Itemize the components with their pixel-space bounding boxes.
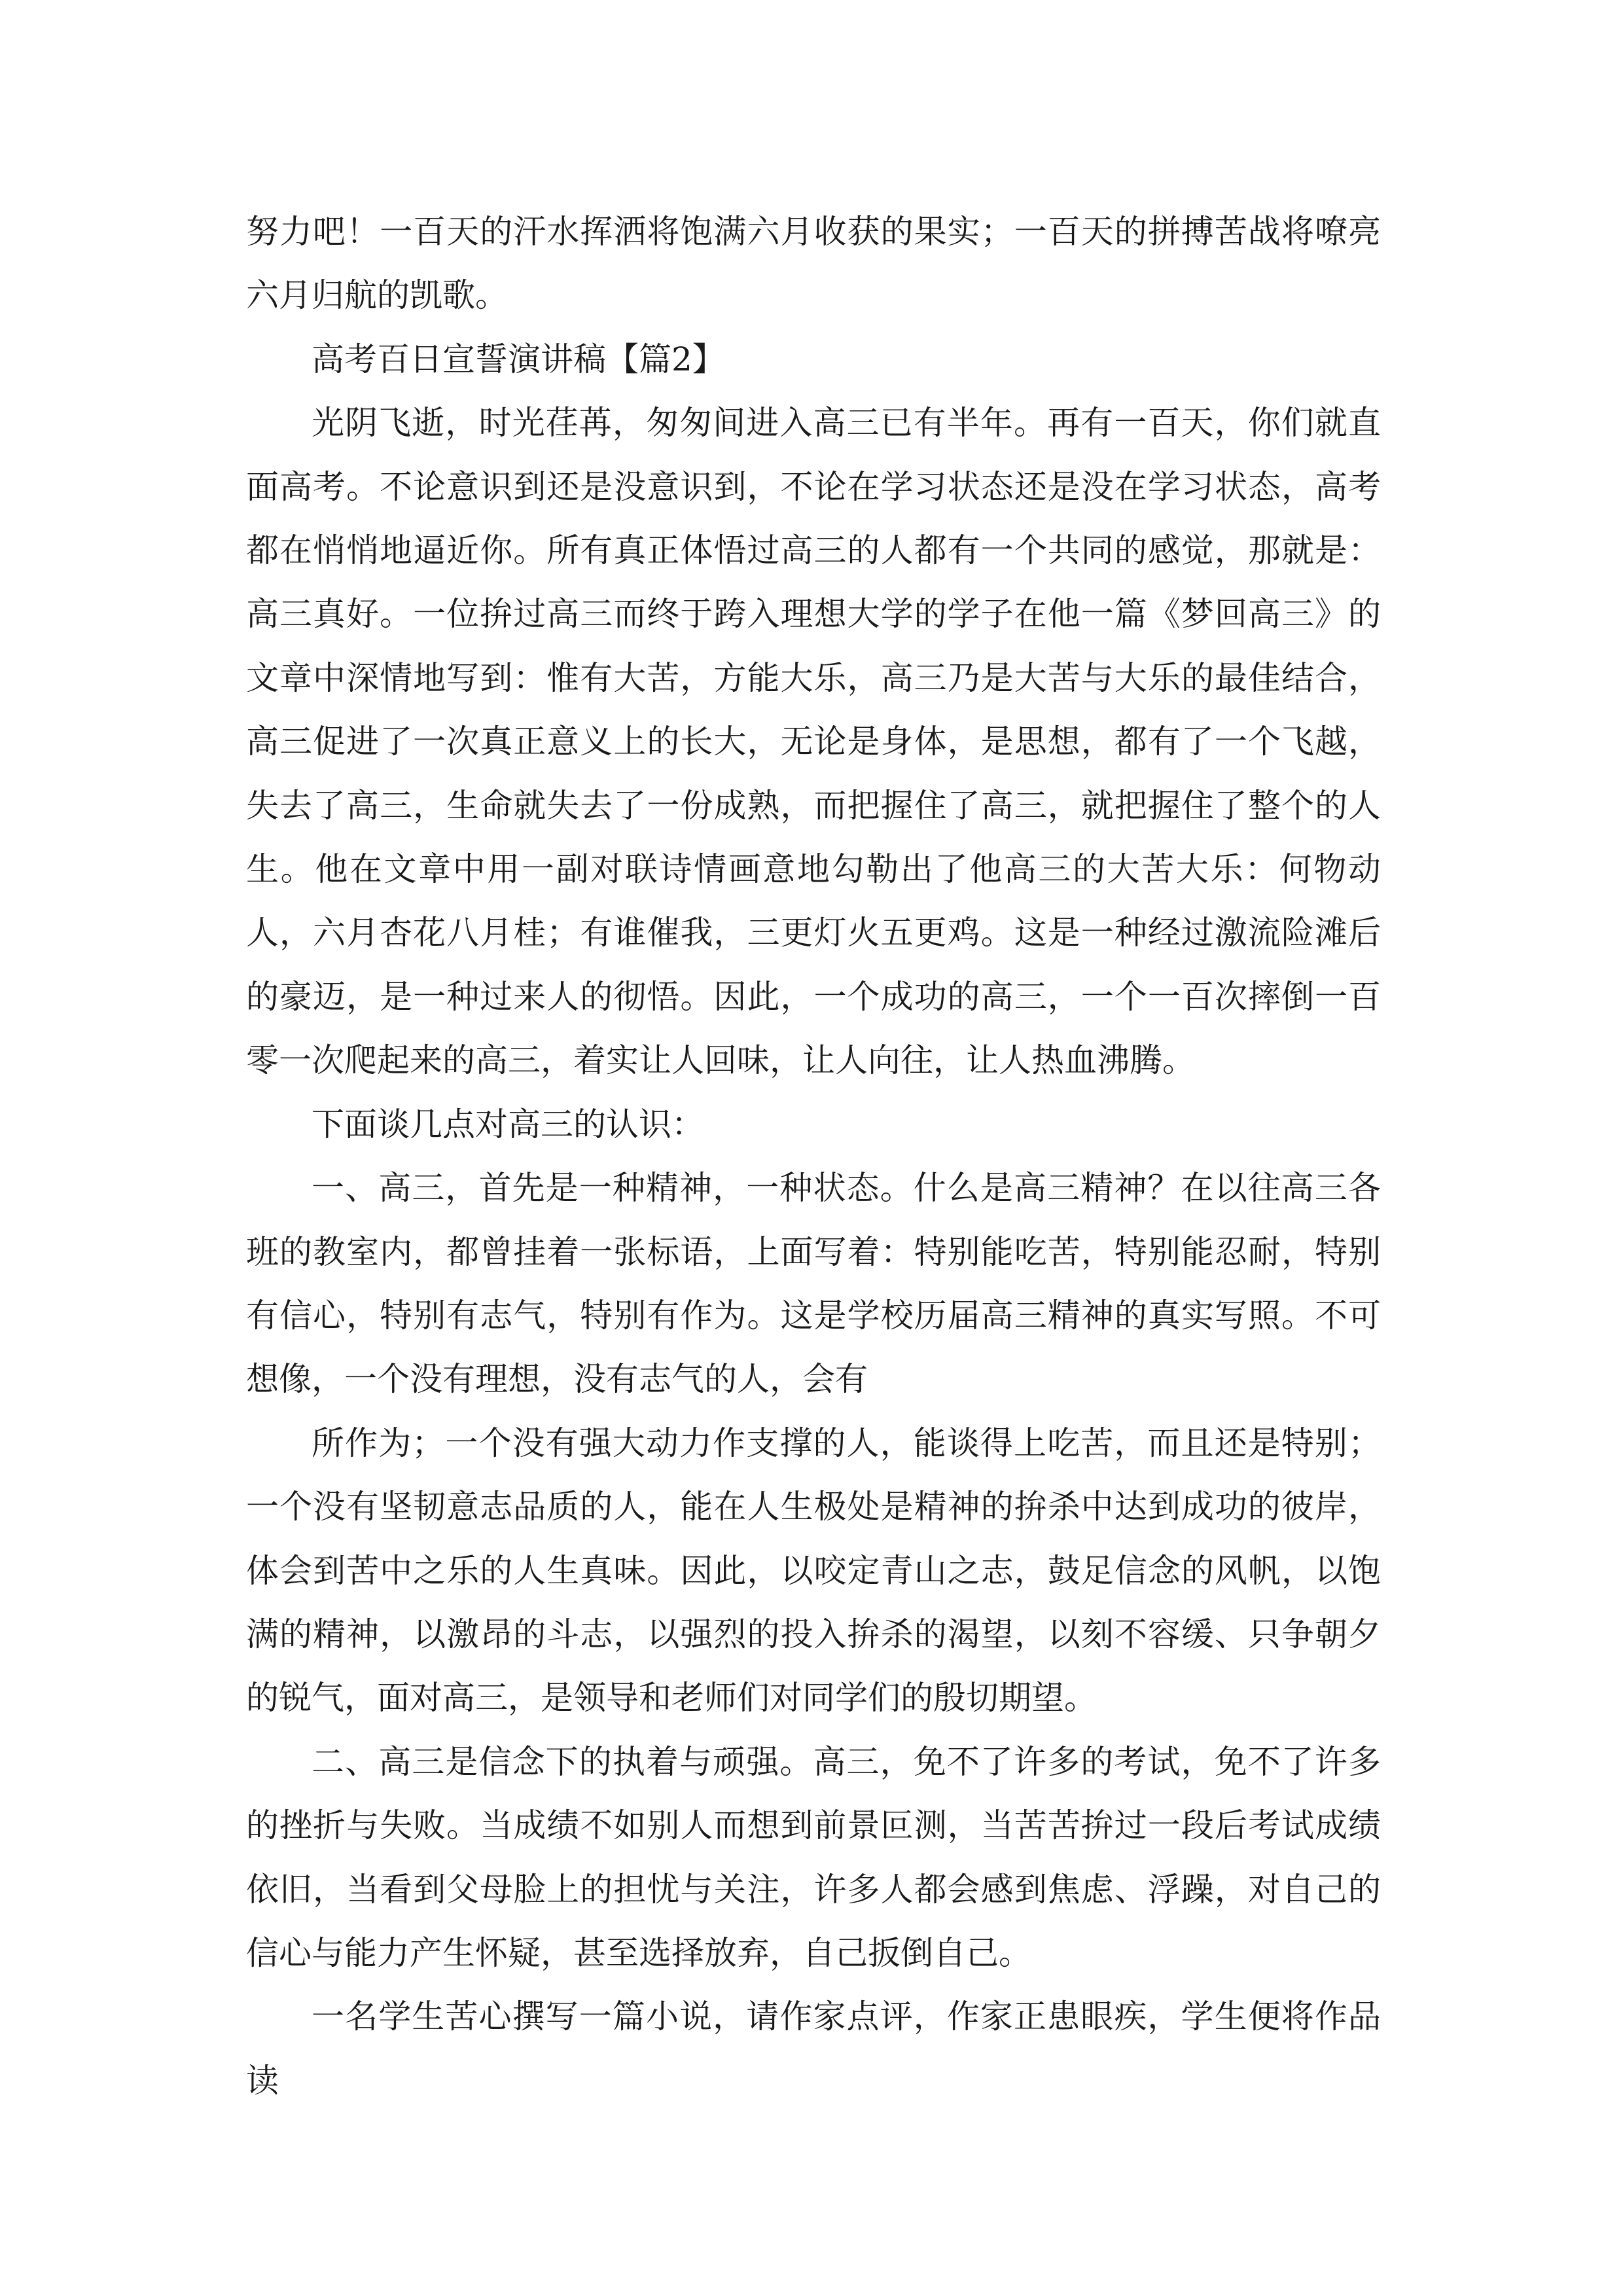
section-heading: 高考百日宣誓演讲稿【篇2】 bbox=[312, 340, 725, 378]
paragraph: 所作为；一个没有强大动力作支撑的人，能谈得上吃苦，而且还是特别；一个没有坚韧意志品质的人，能在人生极处是精神的拚杀中达到成功的彼岸，体会到苦中之乐的人生真味。因此，以咬定青山之志，鼓足信念的风帆，以饱满的精神，以激昂的斗志，以强烈的投入拚杀的渴望，以刻不容缓、只争朝夕的锐气，面对高三，是领导和老师们对同学们的殷切期望。 bbox=[246, 1424, 1381, 1717]
paragraph: 一名学生苦心撰写一篇小说，请作家点评，作家正患眼疾，学生便将作品读 bbox=[246, 1998, 1381, 2100]
document-body bbox=[246, 200, 1381, 2113]
paragraph: 一、高三，首先是一种精神，一种状态。什么是高三精神？在以往高三各班的教室内，都曾挂着一张标语，上面写着：特别能吃苦，特别能忍耐，特别有信心，特别有志气，特别有作为。这是学校历届高三精神的真实写照。不可想像，一个没有理想，没有志气的人，会有 bbox=[246, 1169, 1381, 1399]
paragraph-continuation: 努力吧！一百天的汗水挥洒将饱满六月收获的果实；一百天的拼搏苦战将嘹亮六月归航的凯歌。 bbox=[246, 213, 1381, 315]
paragraph: 光阴飞逝，时光荏苒，匆匆间进入高三已有半年。再有一百天，你们就直面高考。不论意识到还是没意识到，不论在学习状态还是没在学习状态，高考都在悄悄地逼近你。所有真正体悟过高三的人都有一个共同的感觉，那就是：高三真好。一位拚过高三而终于跨入理想大学的学子在他一篇《梦回高三》的文章中深情地写到：惟有大苦，方能大乐，高三乃是大苦与大乐的最佳结合，高三促进了一次真正意义上的长大，无论是身体，是思想，都有了一个飞越，失去了高三，生命就失去了一份成熟，而把握住了高三，就把握住了整个的人生。他在文章中用一副对联诗情画意地勾勒出了他高三的大苦大乐：何物动人，六月杏花八月桂；有谁催我，三更灯火五更鸡。这是一种经过激流险滩后的豪迈，是一种过来人的彻悟。因此，一个成功的高三，一个一百次摔倒一百零一次爬起来的高三，着实让人回味，让人向往，让人热血沸腾。 bbox=[246, 404, 1381, 1080]
paragraph: 二、高三是信念下的执着与顽强。高三，免不了许多的考试，免不了许多的挫折与失败。当成绩不如别人而想到前景叵测，当苦苦拚过一段后考试成绩依旧，当看到父母脸上的担忧与关注，许多人都会感到焦虑、浮躁，对自己的信心与能力产生怀疑，甚至选择放弃，自己扳倒自己。 bbox=[246, 1742, 1381, 1972]
paragraph: 下面谈几点对高三的认识： bbox=[312, 1105, 704, 1143]
